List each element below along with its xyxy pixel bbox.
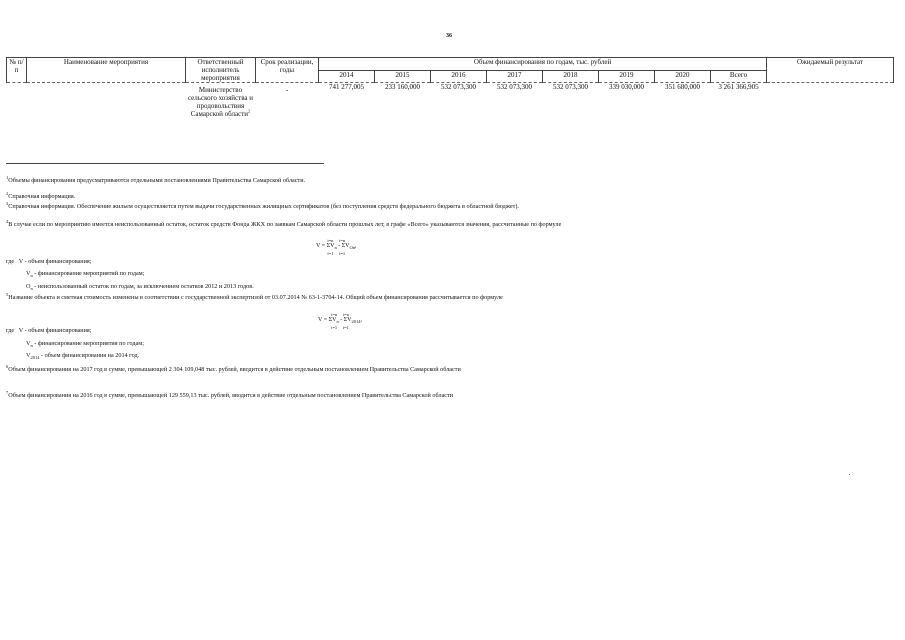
row-value-2020: 351 680,000 xyxy=(665,83,700,91)
header-year-2016: 2016 xyxy=(431,70,487,83)
footnote-3-text: Справочная информация. Обеспечение жильем осуществляется путем выдачи государственных жилищных сертификатов (без поступления средств федерального бюджета в областной бюджет). xyxy=(8,203,519,210)
footnote-4-text: В случае если по мероприятию имеется неиспользованный остаток, остаток средств Фонда ЖКХ по заявкам Самарской области прошлых лет, в графе «Всего» указываются значения, рассчитанные по формуле xyxy=(8,221,562,228)
table-row xyxy=(7,83,894,119)
footnote-4 xyxy=(6,218,562,229)
header-result: Ожидаемый результат xyxy=(767,58,894,83)
header-year-2019: 2019 xyxy=(599,70,655,83)
footnote-3 xyxy=(6,200,519,211)
footnote-5-v2014: $V_{2014}$ - объем финансирования на 2014 год. xyxy=(26,352,140,361)
header-year-2014: 2014 xyxy=(319,70,375,83)
header-total: Всего xyxy=(711,70,767,83)
row-value-2014: 741 277,005 xyxy=(329,83,364,91)
header-year-2015: 2015 xyxy=(375,70,431,83)
footnote-6 xyxy=(6,363,461,374)
footnote-7-mark: 7 xyxy=(6,389,9,395)
scan-speck xyxy=(849,474,850,475)
header-financing: Объем финансирования по годам, тыс. рублей xyxy=(319,58,767,71)
footnote-4-vn: $V_n$ - финансирование мероприятий по годам; xyxy=(26,270,145,279)
footnote-5-mark: 5 xyxy=(6,291,9,297)
row-value-2016: 532 073,300 xyxy=(441,83,476,91)
footnote-5-vn: $V_n$ - финансирование мероприятия по годам; xyxy=(26,340,144,349)
header-period: Срок реализации, годы xyxy=(256,58,319,83)
formula-2: i=n i=n $V = \Sigma V_n - \Sigma V_{2014}$, i=1 i=1 xyxy=(318,312,363,331)
row-value-2015: 233 160,000 xyxy=(385,83,420,91)
footnote-2 xyxy=(6,190,76,201)
footnote-1-text: Объемы финансирования предусматриваются отдельными постановлениями Правительства Самарской области. xyxy=(8,177,306,184)
header-num: № п/п xyxy=(7,58,27,83)
header-year-2017: 2017 xyxy=(487,70,543,83)
footnote-4-where: где V - объем финансирования; xyxy=(6,258,92,265)
page-number: 36 xyxy=(446,33,452,39)
row-value-2019: 339 030,000 xyxy=(609,83,644,91)
row-value-total: 3 261 366,905 xyxy=(718,83,759,91)
footnote-5 xyxy=(6,291,503,302)
header-year-2018: 2018 xyxy=(543,70,599,83)
footnote-7 xyxy=(6,389,454,400)
footnote-5-text: Название объекта и сметная стоимость изменены в соответствии с государственной экспертизой от 03.07.2014 № 63-1-3704-14. Общий объем финансирования рассчитывается по формуле xyxy=(8,294,503,301)
footnote-1-mark: 1 xyxy=(6,174,9,180)
row-executor-sup: 2 xyxy=(248,108,251,114)
header-year-2020: 2020 xyxy=(655,70,711,83)
footnote-7-text: Объем финансирования на 2016 год в сумме, превышающей 129 559,13 тыс. рублей, вводится в действие отдельным постановлением Правительства Самарской области xyxy=(8,392,454,399)
footnote-separator xyxy=(6,163,324,164)
row-period: - xyxy=(285,86,289,94)
footnote-2-text: Справочная информация. xyxy=(8,193,76,200)
financing-table xyxy=(6,57,894,118)
footnote-3-mark: 3 xyxy=(6,200,9,206)
footnote-6-text: Объем финансирования на 2017 год в сумме, превышающей 2 304 109,048 тыс. рублей, вводится в действие отдельным постановлением Правительства Самарской области xyxy=(8,366,461,373)
footnote-6-mark: 6 xyxy=(6,363,9,369)
header-name: Наименование мероприятия xyxy=(27,58,186,83)
footnote-4-on: $O_n$ - неиспользованный остаток по годам, за исключением остатков 2012 и 2013 годов. xyxy=(26,283,254,292)
row-executor: Министерство сельского хозяйства и продовольствия Самарской области xyxy=(187,86,254,118)
footnote-1 xyxy=(6,174,306,185)
footnote-4-mark: 4 xyxy=(6,218,9,224)
row-value-2018: 532 073,300 xyxy=(553,83,588,91)
formula-1: i=n i=n $V = \Sigma V_n - \Sigma V_{On}$, i=1 i=1 xyxy=(316,238,357,257)
footnote-5-where: где V - объем финансирования; xyxy=(6,327,92,334)
row-value-2017: 532 073,300 xyxy=(497,83,532,91)
header-executor: Ответственный исполнитель мероприятия xyxy=(186,58,256,83)
footnote-2-mark: 2 xyxy=(6,190,9,196)
